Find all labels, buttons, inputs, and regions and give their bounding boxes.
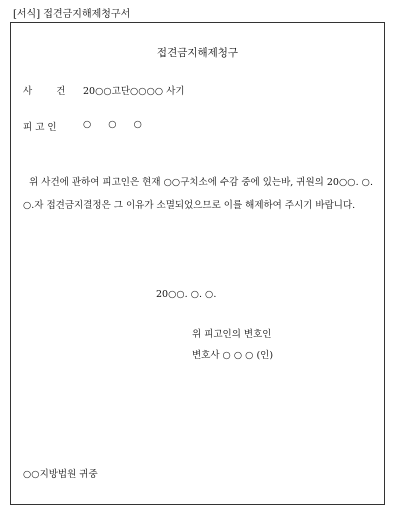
case-value: 20○○고단○○○○ 사기 (83, 86, 185, 97)
defendant-label: 피 고 인 (23, 122, 57, 133)
filing-date: 20○○. ○. ○. (156, 289, 217, 300)
counsel-role: 위 피고인의 변호인 (192, 329, 272, 340)
document-title: 접견금지해제청구 (156, 47, 239, 59)
request-body (23, 171, 373, 217)
court-addressee: ○○지방법원 귀중 (23, 469, 98, 480)
lawyer-signature: 변호사 ○ ○ ○ (인) (192, 350, 274, 361)
request-body-text: 위 사건에 관하여 피고인은 현재 ○○구치소에 수감 중에 있는바, 귀원의 20○○. ○. ○.자 접견금지결정은 그 이유가 소멸되었으므로 이를 해제하여 주시기 바랍니다. (23, 177, 373, 211)
defendant-value: ○ ○ ○ (83, 119, 149, 130)
case-label: 사 건 (23, 86, 66, 97)
document-frame (10, 22, 385, 505)
form-label: [서식] 접견금지해제청구서 (13, 9, 131, 20)
